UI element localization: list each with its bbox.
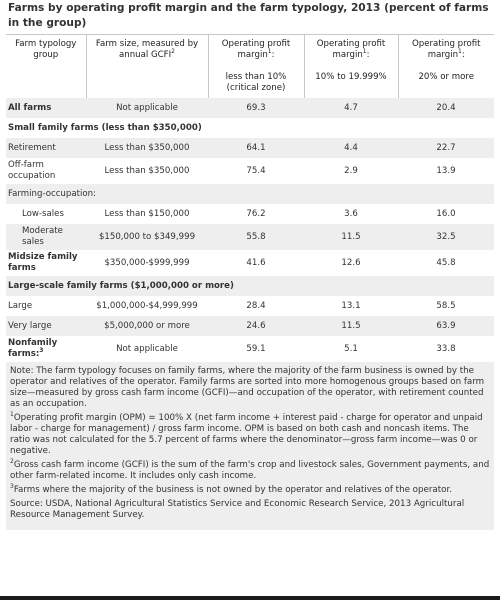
row-label: Nonfamily farms:$^3$ (8, 338, 58, 359)
footnote-3: $^3$Farms where the majority of the business is not owned by the operator and relatives of the operator. (10, 483, 453, 495)
row-size: Less than $350,000 (86, 138, 208, 158)
row-v3: 33.8 (436, 343, 456, 354)
row-label: Moderate sales (6, 224, 86, 250)
row-v3: 63.9 (398, 316, 494, 336)
row-v2: 3.6 (344, 208, 358, 219)
row-v2: 4.7 (304, 98, 398, 118)
header-size: Farm size, measured by annual GCFI$^2$ (86, 35, 208, 99)
row-v2: 11.5 (304, 316, 398, 336)
row-size: $5,000,000 or more (86, 316, 208, 336)
header-group: Farm typology group (6, 35, 86, 99)
note-main: Note: The farm typology focuses on family farms, where the majority of the farm business is owned by the operator and relatives of the operator. Family farms are sorted into more homogenous groups based on farm size—measured by gross cash farm income (GCFI)—and occupation of the operator, with retirement counted as an occupation. (10, 366, 485, 409)
row-v3: 20.4 (398, 98, 494, 118)
table-row (6, 224, 494, 250)
header-opm-high: Operating profit margin$^1$: 20% or more (398, 35, 494, 99)
subsection-label: Farming-occupation: (6, 184, 494, 204)
row-v1: 64.1 (208, 138, 304, 158)
table-row (6, 158, 494, 184)
row-v1: 69.3 (208, 98, 304, 118)
source-note: Source: USDA, National Agricultural Statistics Service and Economic Research Service, 2013 Agricultural Resource Management Survey. (10, 499, 465, 520)
row-v1: 55.8 (208, 224, 304, 250)
row-v3: 32.5 (398, 224, 494, 250)
row-v3: 16.0 (436, 208, 456, 219)
row-size: Less than $350,000 (104, 165, 190, 176)
footnote-1: $^1$Operating profit margin (OPM) = 100% X (net farm income + interest paid - charge for operator and unpaid labor - charge for management) / gross farm income. OPM is based on both cash and noncash items. The ratio was not calculated for the 5.7 percent of farms where the denominator—gross farm income—was 0 or negative. (10, 411, 483, 456)
section-label: Large-scale family farms ($1,000,000 or more) (6, 276, 494, 296)
table-notes (6, 362, 494, 530)
row-v1: 41.6 (246, 257, 266, 268)
row-v3: 13.9 (436, 165, 456, 176)
subsection-row (6, 184, 494, 204)
row-v2: 5.1 (344, 343, 358, 354)
row-v2: 4.4 (304, 138, 398, 158)
row-label: Retirement (6, 138, 86, 158)
row-label: All farms (6, 98, 86, 118)
row-v1: 24.6 (208, 316, 304, 336)
header-opm-low: Operating profit margin$^1$: less than 10% (critical zone) (208, 35, 304, 99)
bottom-bar (0, 596, 500, 600)
table-row (6, 296, 494, 316)
table-row (6, 336, 494, 362)
table-row (6, 98, 494, 118)
row-v2: 11.5 (304, 224, 398, 250)
row-v3: 22.7 (398, 138, 494, 158)
row-v3: 45.8 (436, 257, 456, 268)
row-v1: 75.4 (246, 165, 266, 176)
row-size: $1,000,000-$4,999,999 (96, 300, 198, 311)
row-v2: 2.9 (344, 165, 358, 176)
row-size: Less than $150,000 (104, 208, 190, 219)
table-row (6, 316, 494, 336)
row-size: Not applicable (116, 343, 178, 354)
row-size: $150,000 to $349,999 (86, 224, 208, 250)
row-label: Very large (6, 316, 86, 336)
farm-typology-table (6, 34, 494, 362)
row-v3: 58.5 (436, 300, 456, 311)
header-row (6, 35, 494, 99)
table-row (6, 204, 494, 224)
table-title: Farms by operating profit margin and the farm typology, 2013 (percent of farms in the group) (8, 2, 489, 29)
row-v1: 59.1 (246, 343, 266, 354)
table-row (6, 250, 494, 276)
section-label: Small family farms (less than $350,000) (8, 122, 202, 133)
header-opm-mid: Operating profit margin$^1$: 10% to 19.999% (304, 35, 398, 99)
row-v2: 12.6 (341, 257, 361, 268)
footnote-2: $^2$Gross cash farm income (GCFI) is the sum of the farm's crop and livestock sales, Government payments, and other farm-related income. It includes only cash income. (10, 458, 490, 481)
row-v2: 13.1 (341, 300, 361, 311)
table-row (6, 138, 494, 158)
section-row (6, 118, 494, 138)
row-label: Low-sales (22, 208, 64, 219)
row-label: Large (8, 300, 33, 311)
row-label: Midsize family farms (8, 252, 78, 273)
row-v1: 76.2 (246, 208, 266, 219)
row-size: $350,000-$999,999 (104, 257, 190, 268)
row-size: Not applicable (86, 98, 208, 118)
row-label: Off-farm occupation (8, 160, 56, 181)
row-v1: 28.4 (246, 300, 266, 311)
section-row (6, 276, 494, 296)
